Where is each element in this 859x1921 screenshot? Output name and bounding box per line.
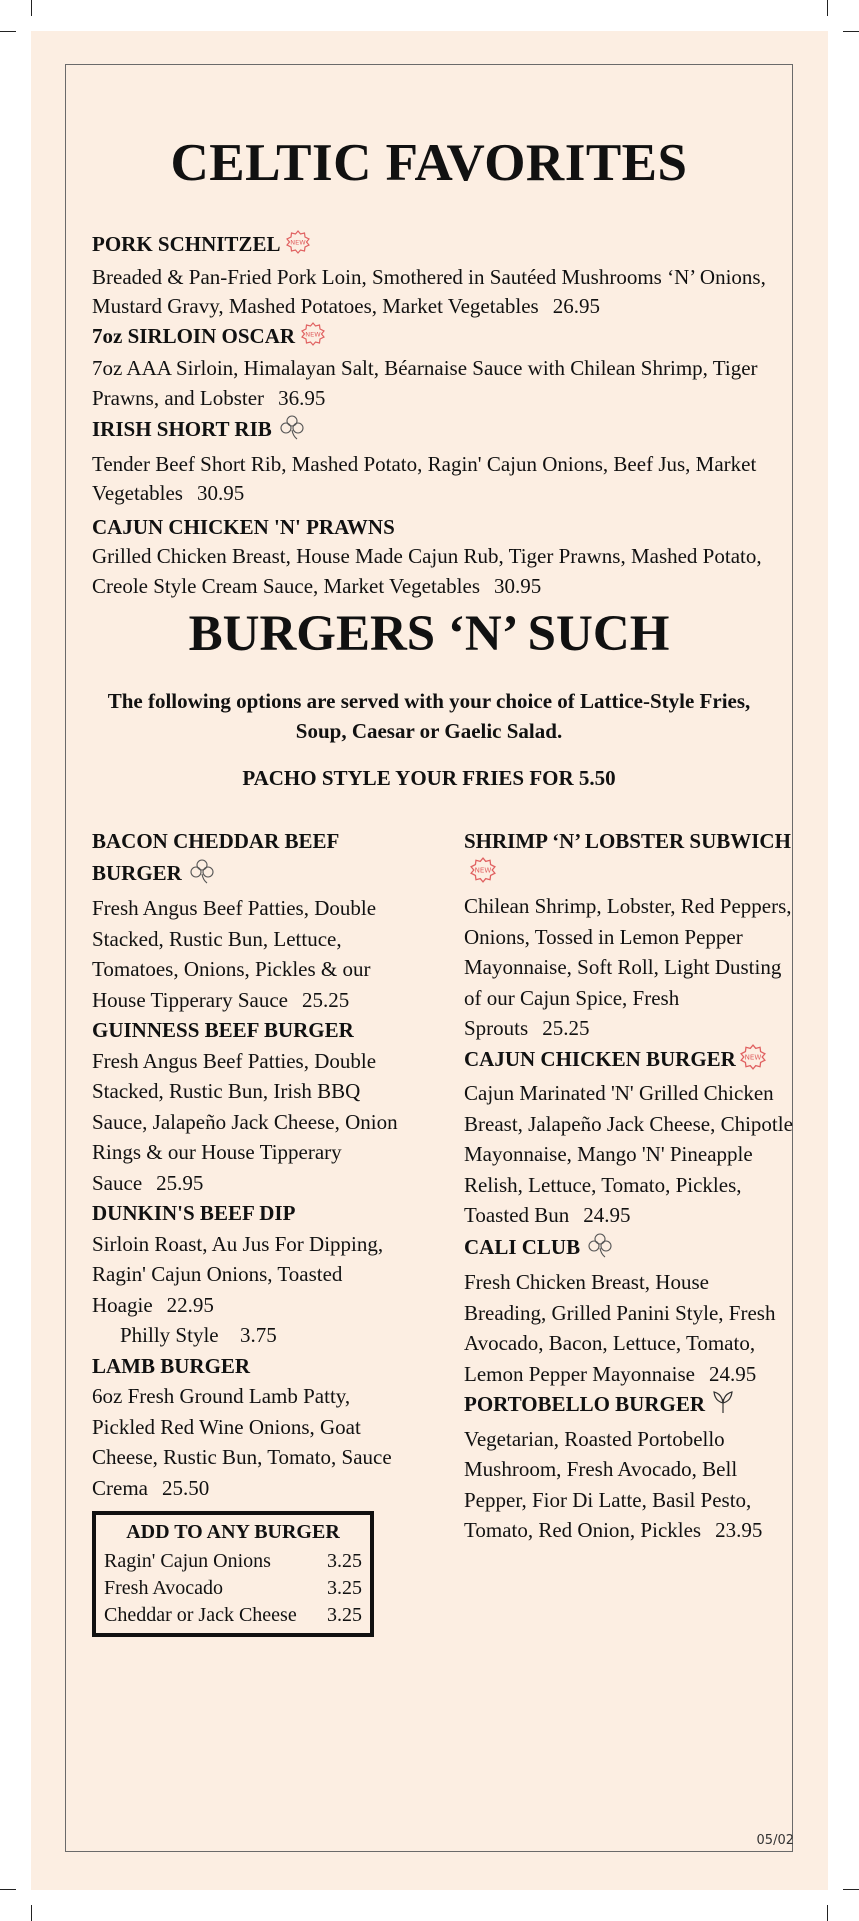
- item-description: Cajun Marinated 'N' Grilled Chicken Breast, Jalapeño Jack Cheese, Chipotle Mayonnaise, Mango 'N' Pineapple Relish, Lettuce, Tomato, Pickles, Toasted Bun: [464, 1081, 793, 1227]
- item-name: 7oz SIRLOIN OSCAR: [92, 323, 296, 348]
- item-description: 6oz Fresh Ground Lamb Patty, Pickled Red Wine Onions, Goat Cheese, Rustic Bun, Tomato, Sauce Crema: [92, 1384, 392, 1500]
- vegetarian-leaf-icon: [711, 1389, 735, 1424]
- item-name: SHRIMP ‘N’ LOBSTER SUBWICH: [464, 829, 791, 853]
- menu-item-cali-club: [464, 1231, 794, 1390]
- item-price: 30.95: [196, 481, 245, 505]
- celtic-favorites-title: CELTIC FAVORITES: [170, 134, 688, 192]
- menu-item-shrimp-lobster-subwich: [464, 826, 794, 1044]
- addon-label: Fresh Avocado: [104, 1577, 224, 1599]
- shamrock-icon: [278, 413, 306, 450]
- menu-item-irish-short-rib: [92, 413, 772, 509]
- addons-title: ADD TO ANY BURGER: [126, 1521, 340, 1543]
- item-description: Tender Beef Short Rib, Mashed Potato, Ragin' Cajun Onions, Beef Jus, Market Vegetables: [92, 451, 757, 505]
- crop-mark: [843, 1889, 859, 1890]
- item-name: CAJUN CHICKEN BURGER: [464, 1046, 736, 1071]
- item-price: 25.95: [156, 1170, 204, 1195]
- item-price: 23.95: [715, 1518, 763, 1542]
- addon-label: Cheddar or Jack Cheese: [104, 1604, 297, 1626]
- svg-text:NEW: NEW: [744, 1052, 762, 1062]
- item-price: 26.95: [552, 294, 600, 318]
- item-name: LAMB BURGER: [92, 1353, 251, 1378]
- crop-mark: [0, 1889, 16, 1890]
- menu-item-sirloin-oscar: [92, 322, 772, 414]
- pacho-fries-note: PACHO STYLE YOUR FRIES FOR 5.50: [242, 766, 616, 790]
- burgers-title: BURGERS ‘N’ SUCH: [188, 606, 670, 662]
- addon-price: 3.25: [327, 1550, 362, 1572]
- burger-addons-box: [92, 1511, 374, 1637]
- crop-mark: [31, 1905, 32, 1921]
- crop-mark: [827, 0, 828, 16]
- item-description: Fresh Chicken Breast, House Breading, Grilled Panini Style, Fresh Avocado, Bacon, Lettuce, Tomato, Lemon Pepper Mayonnaise: [464, 1270, 776, 1386]
- crop-mark: [31, 0, 32, 16]
- item-description: Sirloin Roast, Au Jus For Dipping, Ragin' Cajun Onions, Toasted Hoagie: [92, 1231, 384, 1317]
- addon-label: Ragin' Cajun Onions: [104, 1550, 271, 1572]
- option-label: Philly Style: [120, 1323, 219, 1347]
- item-price: 25.50: [161, 1475, 210, 1500]
- item-price: 30.95: [494, 573, 542, 598]
- shamrock-icon: [586, 1231, 614, 1268]
- item-description: Fresh Angus Beef Patties, Double Stacked, Rustic Bun, Irish BBQ Sauce, Jalapeño Jack Cheese, Onion Rings & our House Tipperary Sauce: [92, 1048, 398, 1195]
- celtic-favorites-list: [92, 230, 772, 601]
- crop-mark: [827, 1905, 828, 1921]
- burgers-left-column: [92, 826, 412, 1503]
- svg-text:NEW: NEW: [474, 865, 492, 875]
- menu-item-bacon-cheddar-burger: [92, 826, 412, 1015]
- item-description: Breaded & Pan-Fried Pork Loin, Smothered in Sautéed Mushrooms ‘N’ Onions, Mustard Gravy, Mashed Potatoes, Market Vegetables: [92, 264, 766, 318]
- item-name: CAJUN CHICKEN 'N' PRAWNS: [92, 514, 395, 539]
- item-price: 25.25: [301, 987, 350, 1012]
- option-price: 3.75: [240, 1323, 277, 1347]
- item-price: 24.95: [583, 1203, 631, 1227]
- item-name: DUNKIN'S BEEF DIP: [92, 1201, 296, 1225]
- new-badge-icon: [470, 857, 496, 892]
- item-name: CALI CLUB: [464, 1234, 581, 1259]
- document-code: 05/02: [756, 1833, 794, 1848]
- item-description: Vegetarian, Roasted Portobello Mushroom, Fresh Avocado, Bell Pepper, Fior Di Latte, Basil Pesto, Tomato, Red Onion, Pickles: [464, 1426, 752, 1542]
- addon-price: 3.25: [327, 1577, 362, 1599]
- item-price: 22.95: [166, 1292, 214, 1317]
- item-description: Fresh Angus Beef Patties, Double Stacked, Rustic Bun, Lettuce, Tomatoes, Onions, Pickles & our House Tipperary Sauce: [92, 896, 377, 1012]
- burgers-sides-note: The following options are served with your choice of Lattice-Style Fries, Soup, Caesar or Gaelic Salad.: [107, 689, 751, 743]
- menu-item-pork-schnitzel: [92, 230, 772, 322]
- item-description: Chilean Shrimp, Lobster, Red Peppers, Onions, Tossed in Lemon Pepper Mayonnaise, Soft Roll, Light Dusting of our Cajun Spice, Fresh Sprouts: [464, 894, 792, 1040]
- menu-item-portobello-burger: [464, 1389, 794, 1546]
- addon-row: [104, 1575, 362, 1602]
- item-name: BACON CHEDDAR BEEF BURGER: [92, 829, 339, 885]
- new-badge-icon: [740, 1044, 766, 1079]
- svg-text:NEW: NEW: [290, 238, 307, 247]
- item-name: PORK SCHNITZEL: [92, 232, 281, 257]
- shamrock-icon: [188, 857, 216, 894]
- item-name: IRISH SHORT RIB: [92, 417, 272, 442]
- item-price: 24.95: [708, 1361, 757, 1386]
- burgers-right-column: [464, 826, 794, 1546]
- menu-item-cajun-chicken-burger: [464, 1044, 794, 1231]
- item-price: 36.95: [278, 385, 326, 410]
- menu-item-guinness-burger: [92, 1015, 412, 1198]
- addon-row: [104, 1548, 362, 1575]
- addon-price: 3.25: [327, 1604, 362, 1626]
- item-description: Grilled Chicken Breast, House Made Cajun Rub, Tiger Prawns, Mashed Potato, Creole Style Cream Sauce, Market Vegetables: [92, 544, 762, 598]
- menu-item-cajun-chicken-prawns: [92, 513, 772, 602]
- menu-item-dunkins-beef-dip: [92, 1198, 412, 1351]
- item-price: 25.25: [542, 1016, 590, 1040]
- svg-text:NEW: NEW: [305, 330, 321, 338]
- item-description: 7oz AAA Sirloin, Himalayan Salt, Béarnaise Sauce with Chilean Shrimp, Tiger Prawns, and Lobster: [92, 356, 758, 410]
- new-badge-icon: [301, 322, 325, 355]
- menu-item-lamb-burger: [92, 1351, 412, 1504]
- addon-row: [104, 1602, 362, 1629]
- item-option-row: [92, 1320, 412, 1351]
- crop-mark: [843, 31, 859, 32]
- new-badge-icon: [286, 230, 310, 263]
- item-name: GUINNESS BEEF BURGER: [92, 1018, 354, 1042]
- item-name: PORTOBELLO BURGER: [464, 1392, 706, 1417]
- crop-mark: [0, 31, 16, 32]
